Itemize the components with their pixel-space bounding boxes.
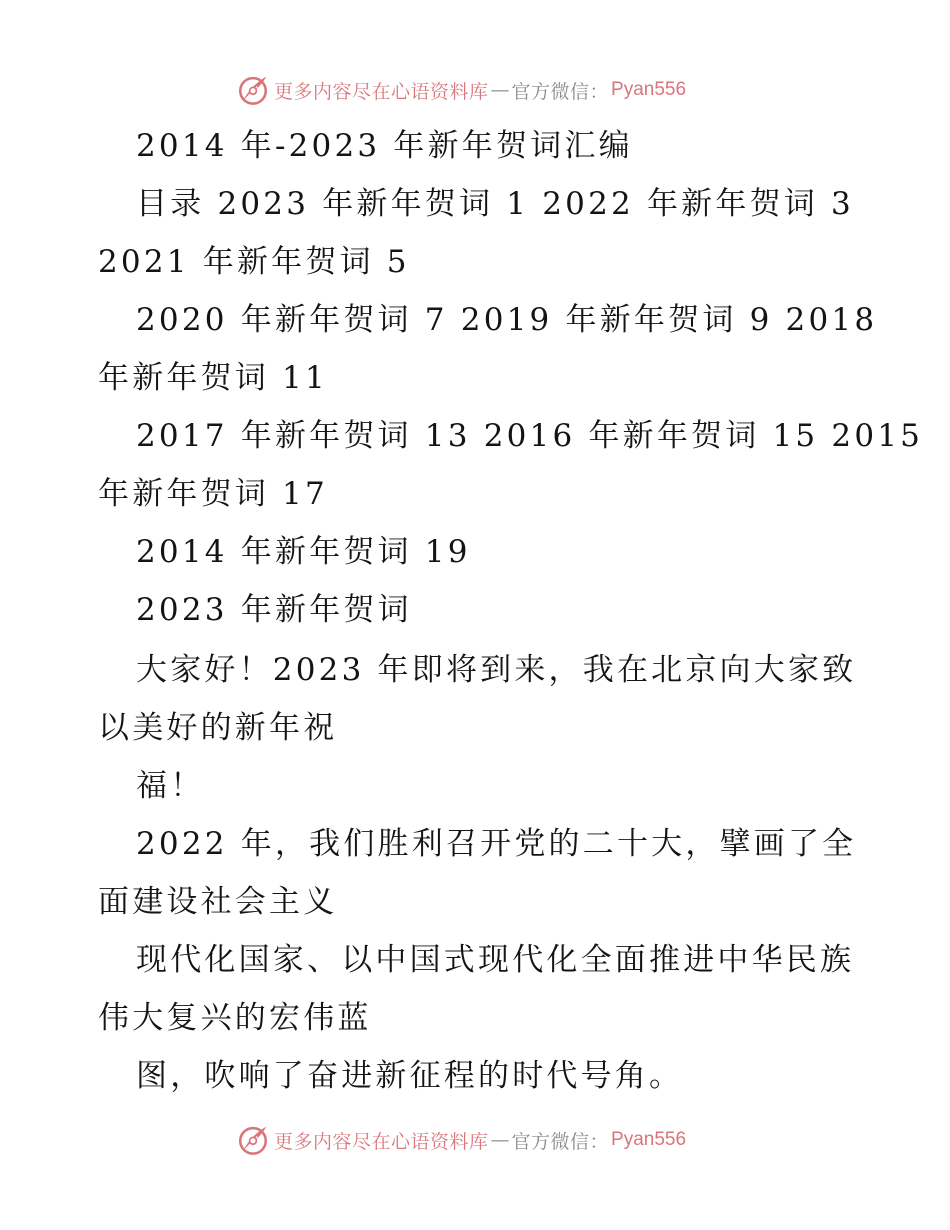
quill-pen-logo-icon <box>236 73 270 107</box>
toc-line: 2017 年新年贺词 13 2016 年新年贺词 15 2015 <box>136 418 924 454</box>
body-paragraph-line: 大家好！2023 年即将到来，我在北京向大家致 <box>136 652 857 688</box>
toc-line: 目录 2023 年新年贺词 1 2022 年新年贺词 3 <box>136 186 854 222</box>
watermark-official-label: 官方微信： <box>511 80 610 103</box>
footer-watermark <box>236 1120 686 1160</box>
body-paragraph-line: 福！ <box>136 768 205 804</box>
body-paragraph-line: 以美好的新年祝 <box>98 710 338 746</box>
toc-line: 年新年贺词 17 <box>98 476 328 512</box>
body-paragraph-line: 伟大复兴的宏伟蓝 <box>98 1000 372 1036</box>
watermark-dash: — <box>490 1129 510 1151</box>
body-paragraph-line: 现代化国家、以中国式现代化全面推进中华民族 <box>136 942 855 978</box>
watermark-dash: — <box>490 79 510 101</box>
watermark-site-text: 更多内容尽在心语资料库 <box>274 80 489 103</box>
watermark-wechat-id: Pyan556 <box>611 1129 687 1150</box>
body-paragraph-line: 图，吹响了奋进新征程的时代号角。 <box>136 1058 684 1094</box>
toc-line: 2014 年新年贺词 19 <box>136 534 471 570</box>
quill-pen-logo-icon <box>236 1123 270 1157</box>
header-watermark <box>236 70 686 110</box>
toc-line: 2021 年新年贺词 5 <box>98 244 410 280</box>
doc-title: 2014 年-2023 年新年贺词汇编 <box>136 128 633 164</box>
toc-line: 年新年贺词 11 <box>98 360 328 396</box>
body-paragraph-line: 面建设社会主义 <box>98 884 338 920</box>
watermark-official-label: 官方微信： <box>511 1130 610 1153</box>
body-paragraph-line: 2022 年，我们胜利召开党的二十大，擘画了全 <box>136 826 857 862</box>
watermark-wechat-id: Pyan556 <box>611 79 687 100</box>
toc-line: 2020 年新年贺词 7 2019 年新年贺词 9 2018 <box>136 302 878 338</box>
watermark-site-text: 更多内容尽在心语资料库 <box>274 1130 489 1153</box>
section-heading: 2023 年新年贺词 <box>136 592 412 628</box>
